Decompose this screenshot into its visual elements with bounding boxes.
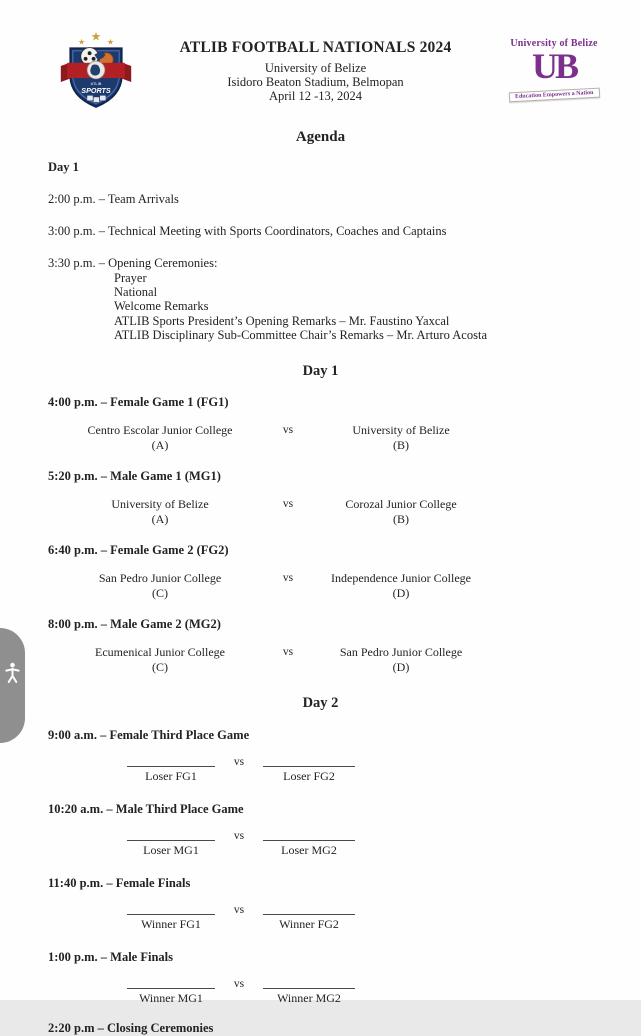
team-name: Ecumenical Junior College	[95, 645, 225, 660]
day1-label: Day 1	[48, 160, 79, 174]
atlib-sports-logo	[56, 26, 136, 119]
closing-ceremonies-line: 2:20 p.m – Closing Ceremonies	[48, 1021, 214, 1036]
agenda-item: 3:30 p.m. – Opening Ceremonies:	[48, 256, 218, 270]
match-title: 11:40 p.m. – Female Finals	[48, 876, 191, 891]
ub-monogram: UB	[531, 46, 576, 86]
team-name: San Pedro Junior College	[339, 645, 463, 660]
ceremony-item: National	[114, 285, 158, 300]
slot-left	[127, 975, 215, 1005]
match-matchup	[127, 901, 641, 931]
game-block-fg1	[0, 395, 641, 452]
slot-label: Winner MG1	[139, 991, 203, 1006]
ceremony-item: Welcome Remarks	[114, 299, 209, 314]
team-tag: (C)	[152, 660, 168, 675]
blank-line	[127, 753, 215, 767]
team-name: Corozal Junior College	[345, 497, 457, 512]
ub-motto-banner: Education Empowers a Nation	[509, 88, 600, 103]
game-block-mg2	[0, 617, 641, 674]
blank-line	[263, 827, 355, 841]
vs-label: vs	[282, 572, 294, 585]
agenda-heading: Agenda	[295, 129, 346, 145]
match-block-male-finals	[0, 950, 641, 1005]
team-name: University of Belize	[352, 423, 450, 438]
crest-atlib-text: ATLIB	[90, 81, 102, 87]
game-matchup	[55, 497, 641, 526]
slot-label: Winner FG2	[279, 917, 339, 932]
university-of-belize-logo	[495, 26, 613, 101]
svg-text:★: ★	[106, 37, 114, 47]
ceremony-item: ATLIB Disciplinary Sub-Committee Chair’s Remarks – Mr. Arturo Acosta	[114, 327, 487, 342]
ub-logo-org-text: University of Belize	[510, 38, 598, 49]
agenda-item: 2:00 p.m. – Team Arrivals	[48, 192, 179, 206]
blank-line	[127, 827, 215, 841]
vs-label: vs	[233, 830, 245, 843]
vs-label: vs	[233, 756, 245, 769]
game-title: 4:00 p.m. – Female Game 1 (FG1)	[48, 395, 229, 410]
day1-games	[0, 395, 641, 674]
vs-label: vs	[282, 646, 294, 659]
slot-label: Loser MG2	[281, 843, 337, 858]
document-header	[0, 0, 641, 119]
team-name: University of Belize	[111, 497, 209, 512]
blank-line	[263, 753, 355, 767]
match-matchup	[127, 753, 641, 783]
match-title: 10:20 a.m. – Male Third Place Game	[48, 802, 244, 817]
match-title: 9:00 a.m. – Female Third Place Game	[48, 728, 250, 743]
slot-right	[263, 975, 355, 1005]
accessibility-widget-button[interactable]	[0, 628, 25, 743]
game-matchup	[55, 645, 641, 674]
match-title: 1:00 p.m. – Male Finals	[48, 950, 173, 965]
blank-line	[263, 975, 355, 989]
team-away	[311, 423, 491, 452]
crest-sports-text: SPORTS	[81, 86, 111, 96]
day1-section-heading: Day 1	[302, 363, 339, 380]
slot-label: Loser FG2	[283, 769, 335, 784]
match-matchup	[127, 827, 641, 857]
team-home	[55, 497, 265, 526]
vs-label: vs	[233, 904, 245, 917]
ceremony-item: ATLIB Sports President’s Opening Remarks – Mr. Faustino Yaxcal	[114, 313, 450, 328]
team-home	[55, 645, 265, 674]
team-home	[55, 423, 265, 452]
game-title: 8:00 p.m. – Male Game 2 (MG2)	[48, 617, 221, 632]
agenda-list	[0, 160, 641, 342]
game-title: 5:20 p.m. – Male Game 1 (MG1)	[48, 469, 221, 484]
slot-left	[127, 753, 215, 783]
team-name: San Pedro Junior College	[98, 571, 222, 586]
ceremony-item: Prayer	[114, 271, 147, 285]
team-tag: (B)	[393, 512, 409, 527]
vs-label: vs	[233, 978, 245, 991]
vs-label: vs	[282, 498, 294, 511]
slot-label: Winner MG2	[277, 991, 341, 1006]
team-tag: (D)	[392, 660, 410, 675]
team-home	[55, 571, 265, 600]
team-tag: (B)	[393, 438, 409, 453]
slot-label: Loser FG1	[145, 769, 197, 784]
subtitle-university: University of Belize	[264, 61, 367, 75]
team-away	[311, 497, 491, 526]
game-title: 6:40 p.m. – Female Game 2 (FG2)	[48, 543, 229, 558]
slot-label: Loser MG1	[143, 843, 199, 858]
slot-left	[127, 901, 215, 931]
game-matchup	[55, 571, 641, 600]
team-tag: (C)	[152, 586, 168, 601]
team-name: Independence Junior College	[331, 571, 471, 586]
game-matchup	[55, 423, 641, 452]
team-name: Centro Escolar Junior College	[87, 423, 233, 438]
subtitle-venue: Isidoro Beaton Stadium, Belmopan	[227, 74, 404, 89]
subtitle-dates: April 12 -13, 2024	[268, 88, 363, 103]
blank-line	[127, 975, 215, 989]
team-away	[311, 571, 491, 600]
game-block-fg2	[0, 543, 641, 600]
page-title: ATLIB FOOTBALL NATIONALS 2024	[179, 39, 452, 56]
slot-left	[127, 827, 215, 857]
match-block-female-third	[0, 728, 641, 783]
game-block-mg1	[0, 469, 641, 526]
title-block	[136, 26, 495, 103]
ceremony-list	[114, 271, 605, 342]
team-away	[311, 645, 491, 674]
slot-right	[263, 753, 355, 783]
atlib-sports-crest-icon	[56, 26, 136, 114]
slot-label: Winner FG1	[141, 917, 201, 932]
match-block-male-third	[0, 802, 641, 857]
day2-section-heading: Day 2	[302, 695, 339, 712]
vs-label: vs	[282, 424, 294, 437]
team-tag: (D)	[392, 586, 410, 601]
agenda-item: 3:00 p.m. – Technical Meeting with Sports Coordinators, Coaches and Captains	[48, 224, 447, 238]
team-tag: (A)	[151, 438, 169, 453]
day2-matches	[0, 728, 641, 1005]
blank-line	[263, 901, 355, 915]
slot-right	[263, 827, 355, 857]
slot-right	[263, 901, 355, 931]
match-matchup	[127, 975, 641, 1005]
accessibility-icon	[4, 661, 21, 685]
team-tag: (A)	[151, 512, 169, 527]
blank-line	[127, 901, 215, 915]
match-block-female-finals	[0, 876, 641, 931]
svg-text:★: ★	[90, 29, 102, 44]
svg-text:★: ★	[78, 37, 86, 47]
